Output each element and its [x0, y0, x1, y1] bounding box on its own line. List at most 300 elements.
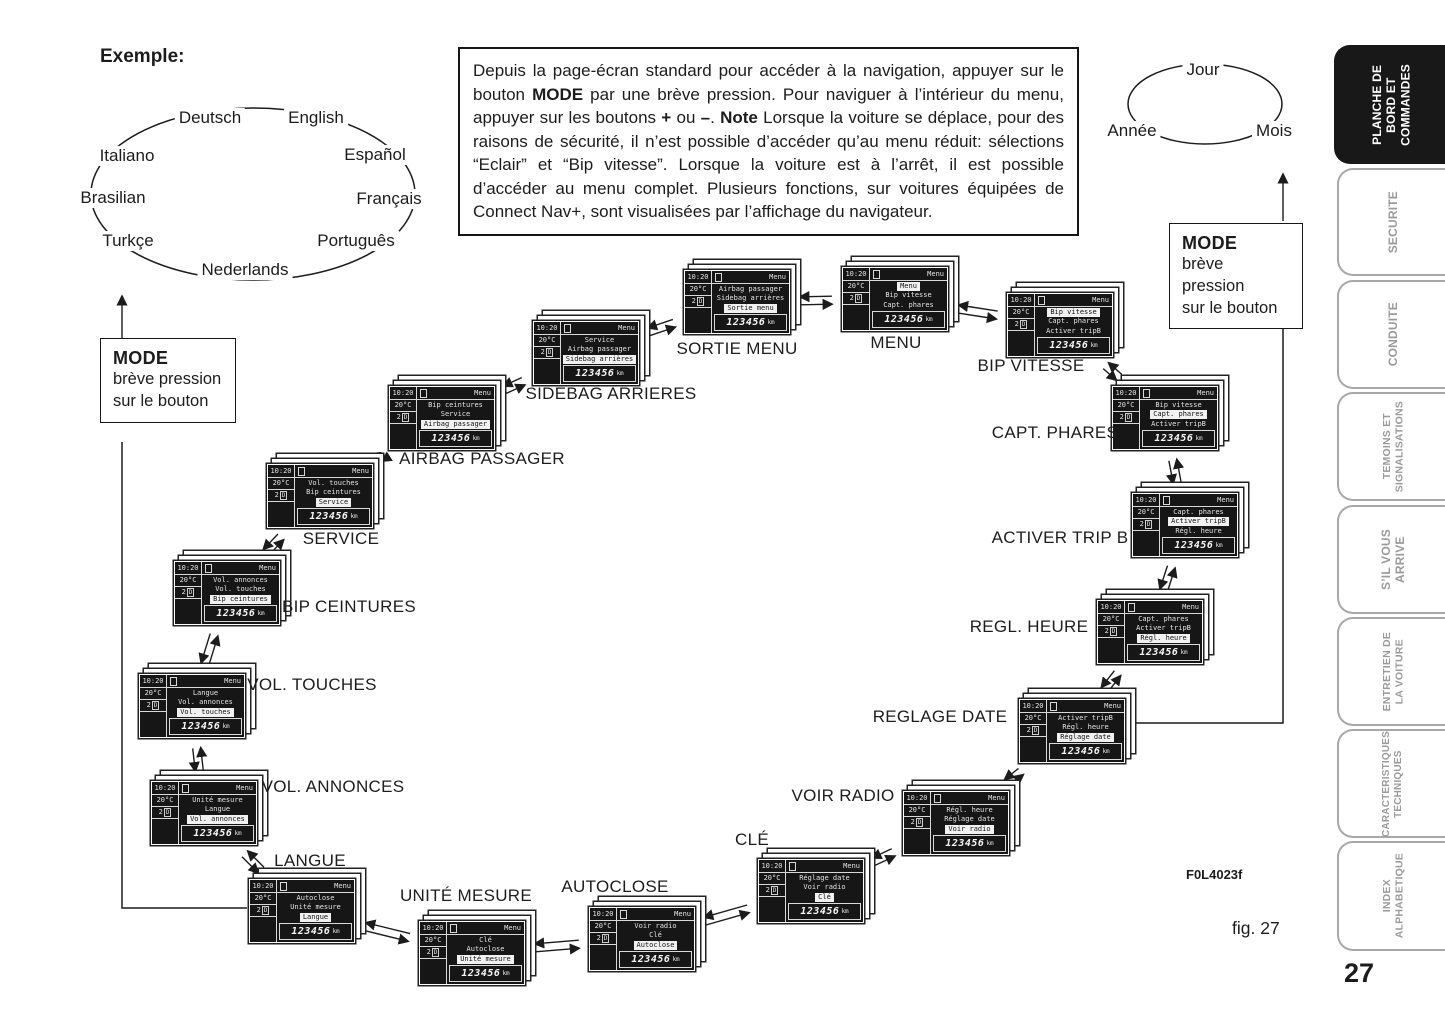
lcd-menu-item [1140, 401, 1217, 410]
lcd-menu-item-text: Bip ceintures [306, 488, 361, 496]
lcd-odometer [181, 825, 254, 842]
navigation-arrow [1005, 768, 1019, 779]
lcd-menu-item-text: Vol. touches [215, 585, 266, 593]
lcd-temperature: 20°C [534, 335, 560, 347]
lcd-menu-item [417, 420, 494, 429]
mode-note-line2: sur le bouton [113, 391, 209, 410]
lcd-gear-mode: D [772, 887, 777, 894]
lcd-menu-item-text: Capt. phares [1048, 317, 1099, 325]
language-label: Nederlands [198, 260, 293, 280]
lcd-odometer [788, 903, 861, 920]
page-icon [934, 794, 941, 803]
lcd-menu-item [417, 410, 494, 419]
language-label: Brasilian [76, 188, 149, 208]
lcd-menu-item-text: Langue [192, 688, 219, 697]
lcd-header [870, 268, 947, 281]
lcd-menu-item [1125, 615, 1202, 624]
lcd-gear-value: 2 [1139, 520, 1144, 528]
lcd-right-column [202, 562, 279, 624]
lcd-gear-mode: D [165, 809, 170, 816]
sidebar-tab-index-alphabetique[interactable] [1337, 841, 1445, 951]
lcd-gear-indicator [140, 700, 166, 712]
lcd-right-column [786, 860, 863, 922]
lcd-gear-mode: D [403, 414, 408, 421]
lcd-header [786, 860, 863, 873]
lcd-right-column [167, 675, 244, 737]
lcd-menu-item [417, 401, 494, 410]
lcd-odometer-unit: km [1180, 649, 1188, 656]
lcd-gear-value: 2 [396, 413, 401, 421]
lcd-gear-indicator [250, 905, 276, 917]
lcd-gear-mode: D [1111, 628, 1116, 635]
lcd-left-column [843, 268, 870, 330]
lcd-gear-mode: D [547, 349, 552, 356]
lcd-temperature: 20°C [759, 873, 785, 885]
lcd-menu-item [1125, 634, 1202, 643]
lcd-menu-item [1035, 317, 1112, 326]
navigation-arrow [201, 748, 204, 771]
lcd-menu-title: Menu [1217, 496, 1234, 504]
lcd-odometer [872, 311, 945, 328]
lcd-gear-value: 2 [849, 294, 854, 302]
lcd-menu-item [167, 689, 244, 698]
lcd-left-filler [685, 308, 711, 333]
lcd-menu-item [617, 931, 694, 940]
lcd-left-filler [152, 819, 178, 844]
lcd-menu-item-text: Service [316, 498, 352, 507]
navigation-arrow [872, 849, 892, 858]
lcd-temperature: 20°C [390, 400, 416, 412]
date-cycle-label: Mois [1252, 121, 1296, 141]
lcd-gear-value: 2 [181, 588, 186, 596]
lcd-menu-item [1160, 508, 1237, 517]
lcd-menu-item-text: Autoclose [466, 945, 505, 953]
lcd-temperature: 20°C [1020, 713, 1046, 725]
lcd-odometer-unit: km [841, 908, 849, 915]
lcd-menu-item [931, 825, 1008, 834]
lcd-odometer-value: 123456 [1061, 746, 1101, 757]
lcd-menu-items [561, 335, 638, 364]
lcd-menu-item [931, 806, 1008, 815]
menu-screen-vol-annonces [151, 781, 257, 845]
page-icon [182, 784, 189, 793]
lcd-menu-item-text: Réglage date [944, 815, 995, 823]
menu-screen-bip-vitesse [1007, 293, 1113, 357]
lcd-odometer-unit: km [502, 970, 510, 977]
menu-screen-capt-phares [1112, 386, 1218, 450]
page-icon [1038, 296, 1045, 305]
lcd-right-column [277, 880, 354, 942]
lcd-menu-item-text: Régl. heure [1175, 526, 1222, 535]
lcd-odometer-value: 123456 [1139, 647, 1179, 658]
lcd-menu-items [167, 688, 244, 717]
lcd-right-column [1160, 494, 1237, 556]
lcd-right-column [1140, 387, 1217, 449]
lcd-odometer [204, 605, 277, 622]
lcd-gear-mode: D [1126, 414, 1131, 421]
lcd-time: 10:20 [175, 562, 201, 575]
page-icon [420, 389, 427, 398]
navigation-arrow [193, 748, 196, 771]
lcd-menu-item [786, 874, 863, 883]
lcd-menu-title: Menu [618, 324, 635, 332]
lcd-gear-indicator [420, 947, 446, 959]
mode-note-line1: brève pression [113, 370, 222, 388]
lcd-menu-title: Menu [1197, 389, 1214, 397]
lcd-menu-item-text: Clé [815, 893, 834, 902]
lcd-odometer-value: 123456 [726, 317, 766, 328]
navigation-arrow [535, 948, 579, 952]
lcd-header [417, 387, 494, 400]
lcd-gear-mode: D [1021, 321, 1026, 328]
lcd-odometer-value: 123456 [800, 906, 840, 917]
page-icon [170, 677, 177, 686]
lcd-menu-title: Menu [259, 564, 276, 572]
lcd-menu-item-text: Capt. phares [1138, 614, 1189, 623]
lcd-menu-item-text: Unité mesure [457, 955, 514, 964]
lcd-menu-item [786, 893, 863, 902]
lcd-left-column [1008, 294, 1035, 356]
lcd-gear-mode: D [263, 907, 268, 914]
lcd-display [533, 321, 639, 385]
lcd-menu-item [447, 945, 524, 954]
navigation-arrow [1160, 566, 1168, 589]
navigation-arrow [648, 319, 673, 328]
lcd-gear-mode: D [188, 589, 193, 596]
lcd-menu-items [277, 893, 354, 922]
navigation-arrow [535, 940, 579, 944]
lcd-display [1007, 293, 1113, 357]
lcd-right-column [931, 792, 1008, 854]
lcd-menu-items [202, 575, 279, 604]
lcd-menu-item-text: Activer tripB [1046, 326, 1101, 335]
lcd-temperature: 20°C [420, 935, 446, 947]
lcd-menu-item-text: Activer tripB [1168, 517, 1229, 526]
sidebar-tab-caracteristiques-techniques[interactable] [1337, 729, 1445, 838]
lcd-menu-item [1047, 723, 1124, 732]
lcd-time: 10:20 [1133, 494, 1159, 507]
sidebar-tab-label: CONDUITE [1385, 302, 1400, 367]
lcd-right-column [1035, 294, 1112, 356]
lcd-right-column [617, 908, 694, 970]
lcd-gear-mode: D [1033, 727, 1038, 734]
sidebar-tab-label: S’IL VOUS ARRIVE [1378, 529, 1407, 590]
menu-screen-unite-mesure [419, 921, 525, 985]
lcd-menu-item [1140, 410, 1217, 419]
lcd-odometer-value: 123456 [291, 926, 331, 937]
lcd-left-column [759, 860, 786, 922]
lcd-odometer-value: 123456 [1174, 540, 1214, 551]
lcd-gear-value: 2 [910, 818, 915, 826]
lcd-gear-value: 2 [158, 808, 163, 816]
lcd-right-column [561, 322, 638, 384]
navigation-arrow [506, 385, 525, 394]
lcd-gear-indicator [590, 933, 616, 945]
lcd-header [561, 322, 638, 335]
lcd-right-column [1047, 700, 1124, 762]
lcd-left-column [140, 675, 167, 737]
lcd-menu-item-text: Clé [649, 931, 662, 939]
navigation-arrow [957, 313, 996, 319]
sidebar-tab-securite[interactable] [1337, 168, 1445, 276]
lcd-display [589, 907, 695, 971]
lcd-left-column [1133, 494, 1160, 556]
lcd-odometer [419, 430, 492, 447]
lcd-menu-item-text: Réglage date [1057, 733, 1114, 742]
sidebar-tab-planche-de-bord-et-commandes[interactable] [1334, 45, 1445, 164]
lcd-display [389, 386, 495, 450]
lcd-gear-indicator [1020, 725, 1046, 737]
lcd-display [267, 464, 373, 528]
lcd-menu-title: Menu [1104, 702, 1121, 710]
lcd-odometer-unit: km [1102, 748, 1110, 755]
screen-caption-service: SERVICE [302, 529, 380, 548]
lcd-time: 10:20 [152, 782, 178, 795]
menu-screen-sortie-menu [684, 270, 790, 334]
lcd-left-filler [1008, 331, 1034, 356]
lcd-time: 10:20 [390, 387, 416, 400]
page-icon [873, 270, 880, 279]
sidebar-tab-label: CARACTERISTIQUES TECHNIQUES [1381, 730, 1404, 837]
lcd-left-filler [140, 712, 166, 737]
lcd-menu-items [447, 935, 524, 964]
lcd-menu-item-text: Capt. phares [1173, 507, 1224, 516]
lcd-temperature: 20°C [590, 921, 616, 933]
lcd-gear-indicator [390, 412, 416, 424]
lcd-menu-item-text: Capt. phares [1150, 410, 1207, 419]
lcd-odometer-unit: km [234, 830, 242, 837]
lcd-menu-title: Menu [224, 677, 241, 685]
lcd-menu-item [786, 883, 863, 892]
lcd-odometer-unit: km [1195, 435, 1203, 442]
lcd-right-column [295, 465, 372, 527]
lcd-gear-value: 2 [1026, 726, 1031, 734]
page-icon [1163, 496, 1170, 505]
lcd-temperature: 20°C [268, 478, 294, 490]
lcd-odometer [1162, 537, 1235, 554]
lcd-menu-items [786, 873, 863, 902]
lcd-right-column [417, 387, 494, 449]
lcd-left-filler [175, 599, 201, 624]
lcd-gear-indicator [904, 817, 930, 829]
lcd-display [758, 859, 864, 923]
menu-screen-service [267, 464, 373, 528]
lcd-header [931, 792, 1008, 805]
lcd-time: 10:20 [534, 322, 560, 335]
lcd-menu-item-text: Activer tripB [1151, 419, 1206, 428]
lcd-display [174, 561, 280, 625]
lcd-gear-indicator [268, 490, 294, 502]
lcd-menu-item [870, 291, 947, 300]
info-box-text: Depuis la page-écran standard pour accéder à la navigation, appuyer sur le bouton MODE par une brève pression. Pour naviguer à l’intérieur du menu, appuyer sur les boutons + ou –. Note Lorsque la voiture se déplace, pour des raisons de sécurité, il n’est possible d’accéder qu’au menu réduit: sélections “Eclair” et “Bip vitesse”. Lorsque la voiture est à l’arrêt, il est possible d’accéder au menu complet. Plusieurs fonctions, sur voitures équipées de Connect Nav+, sont visualisées par l’affichage du navigateur. [473, 61, 1065, 221]
lcd-odometer [169, 718, 242, 735]
lcd-header [202, 562, 279, 575]
navigation-arrow [650, 327, 675, 336]
lcd-left-column [904, 792, 931, 854]
lcd-menu-item [167, 698, 244, 707]
lcd-gear-value: 2 [1104, 627, 1109, 635]
menu-screen-bip-ceintures [174, 561, 280, 625]
lcd-menu-item [870, 282, 947, 291]
lcd-menu-item [1035, 327, 1112, 336]
lcd-time: 10:20 [685, 271, 711, 284]
screen-caption-langue: LANGUE [274, 851, 346, 870]
lcd-odometer-unit: km [1090, 342, 1098, 349]
lcd-left-column [1098, 601, 1125, 663]
page-number: 27 [1344, 958, 1375, 988]
sidebar-tab-temoins-et-signalisations[interactable] [1337, 392, 1445, 501]
menu-screen-autoclose [589, 907, 695, 971]
lcd-menu-item-text: Activer tripB [1058, 713, 1113, 722]
lcd-odometer [933, 835, 1006, 852]
lcd-odometer-value: 123456 [216, 608, 256, 619]
lcd-temperature: 20°C [1133, 507, 1159, 519]
lcd-left-column [268, 465, 295, 527]
lcd-menu-item-text: Autoclose [296, 893, 335, 902]
lcd-gear-indicator [685, 296, 711, 308]
lcd-right-column [870, 268, 947, 330]
screen-caption-voir-radio: VOIR RADIO [791, 786, 895, 805]
lcd-right-column [712, 271, 789, 333]
lcd-time: 10:20 [268, 465, 294, 478]
date-cycle-label: Année [1103, 121, 1160, 141]
lcd-menu-item [617, 941, 694, 950]
screen-caption-capt-phares: CAPT. PHARES [991, 423, 1119, 442]
lcd-temperature: 20°C [1008, 307, 1034, 319]
sidebar-tab-entretien-de-la-voiture[interactable] [1337, 617, 1445, 726]
lcd-temperature: 20°C [175, 575, 201, 587]
language-label: Italiano [96, 146, 159, 166]
screen-caption-vol-touches: VOL. TOUCHES [247, 675, 377, 694]
menu-screen-menu [842, 267, 948, 331]
lcd-menu-item [712, 304, 789, 313]
lcd-odometer-value: 123456 [431, 433, 471, 444]
lcd-left-column [420, 922, 447, 984]
lcd-odometer-value: 123456 [945, 838, 985, 849]
lcd-gear-indicator [1008, 319, 1034, 331]
lcd-time: 10:20 [759, 860, 785, 873]
lcd-menu-title: Menu [334, 882, 351, 890]
lcd-odometer [1142, 430, 1215, 447]
lcd-menu-item-text: Langue [300, 913, 331, 922]
lcd-gear-mode: D [433, 949, 438, 956]
lcd-menu-item-text: Service [584, 335, 615, 344]
sidebar-tab-label: SECURITE [1385, 190, 1400, 254]
lcd-gear-mode: D [153, 702, 158, 709]
navigation-arrow [800, 304, 832, 305]
lcd-left-filler [590, 945, 616, 970]
language-label: Deutsch [175, 108, 245, 128]
lcd-odometer-unit: km [1215, 542, 1223, 549]
screen-caption-bip-ceintures: BIP CEINTURES [282, 597, 416, 616]
lcd-header [1047, 700, 1124, 713]
lcd-gear-value: 2 [426, 948, 431, 956]
lcd-gear-mode: D [1146, 521, 1151, 528]
lcd-menu-item [295, 498, 372, 507]
lcd-time: 10:20 [1020, 700, 1046, 713]
sidebar-tab-label: PLANCHE DE BORD ET COMMANDES [1370, 63, 1413, 146]
lcd-odometer-unit: km [350, 513, 358, 520]
figure-caption: fig. 27 [1232, 918, 1280, 938]
screen-caption-menu: MENU [870, 333, 922, 352]
lcd-odometer-unit: km [222, 723, 230, 730]
lcd-temperature: 20°C [685, 284, 711, 296]
page-icon [564, 324, 571, 333]
lcd-menu-item-text: Voir radio [634, 921, 677, 930]
lcd-odometer [449, 965, 522, 982]
lcd-gear-value: 2 [596, 934, 601, 942]
language-label: Español [340, 145, 409, 165]
mode-note-right [1169, 223, 1303, 329]
lcd-left-filler [904, 829, 930, 854]
navigation-arrow [875, 856, 895, 865]
lcd-menu-item [1047, 714, 1124, 723]
lcd-left-column [390, 387, 417, 449]
lcd-left-filler [1133, 531, 1159, 556]
lcd-menu-item [1160, 517, 1237, 526]
lcd-odometer-value: 123456 [884, 314, 924, 325]
lcd-header [1160, 494, 1237, 507]
navigation-arrow [201, 634, 210, 663]
lcd-gear-indicator [843, 293, 869, 305]
lcd-odometer-unit: km [332, 928, 340, 935]
screen-caption-autoclose: AUTOCLOSE [561, 877, 669, 896]
lcd-right-column [447, 922, 524, 984]
lcd-menu-item [179, 805, 256, 814]
lcd-gear-mode: D [281, 492, 286, 499]
lcd-left-filler [420, 959, 446, 984]
lcd-header [1125, 601, 1202, 614]
sidebar-tab-conduite[interactable] [1337, 280, 1445, 389]
lcd-temperature: 20°C [140, 688, 166, 700]
lcd-gear-value: 2 [691, 297, 696, 305]
mode-note-title: MODE [1182, 233, 1238, 253]
lcd-gear-value: 2 [274, 491, 279, 499]
lcd-header [1035, 294, 1112, 307]
lcd-menu-item-text: Régl. heure [946, 805, 993, 814]
page-icon [450, 924, 457, 933]
lcd-header [617, 908, 694, 921]
lcd-gear-mode: D [698, 298, 703, 305]
lcd-left-filler [534, 359, 560, 384]
lcd-display [249, 879, 355, 943]
lcd-left-column [534, 322, 561, 384]
lcd-temperature: 20°C [250, 893, 276, 905]
lcd-menu-item-text: Capt. phares [883, 300, 934, 309]
lcd-display [903, 791, 1009, 855]
lcd-odometer [1049, 743, 1122, 760]
menu-screen-activer-trip-b [1132, 493, 1238, 557]
lcd-menu-item [1125, 624, 1202, 633]
lcd-display [1132, 493, 1238, 557]
navigation-arrow [1109, 363, 1122, 375]
sidebar-tab-s-il-vous-arrive[interactable] [1337, 505, 1445, 614]
lcd-time: 10:20 [904, 792, 930, 805]
lcd-display [419, 921, 525, 985]
navigation-arrow [1168, 568, 1176, 591]
language-label: Français [352, 189, 425, 209]
navigation-arrow [1101, 671, 1114, 688]
lcd-gear-indicator [759, 885, 785, 897]
lcd-menu-items [931, 805, 1008, 834]
menu-screen-langue [249, 879, 355, 943]
lcd-menu-title: Menu [843, 862, 860, 870]
lcd-menu-item-text: Réglage date [799, 873, 850, 882]
lcd-gear-mode: D [856, 295, 861, 302]
sidebar-tab-label: INDEX ALPHABETIQUE [1380, 853, 1405, 939]
lcd-menu-item-text: Langue [204, 805, 231, 813]
lcd-gear-value: 2 [765, 886, 770, 894]
